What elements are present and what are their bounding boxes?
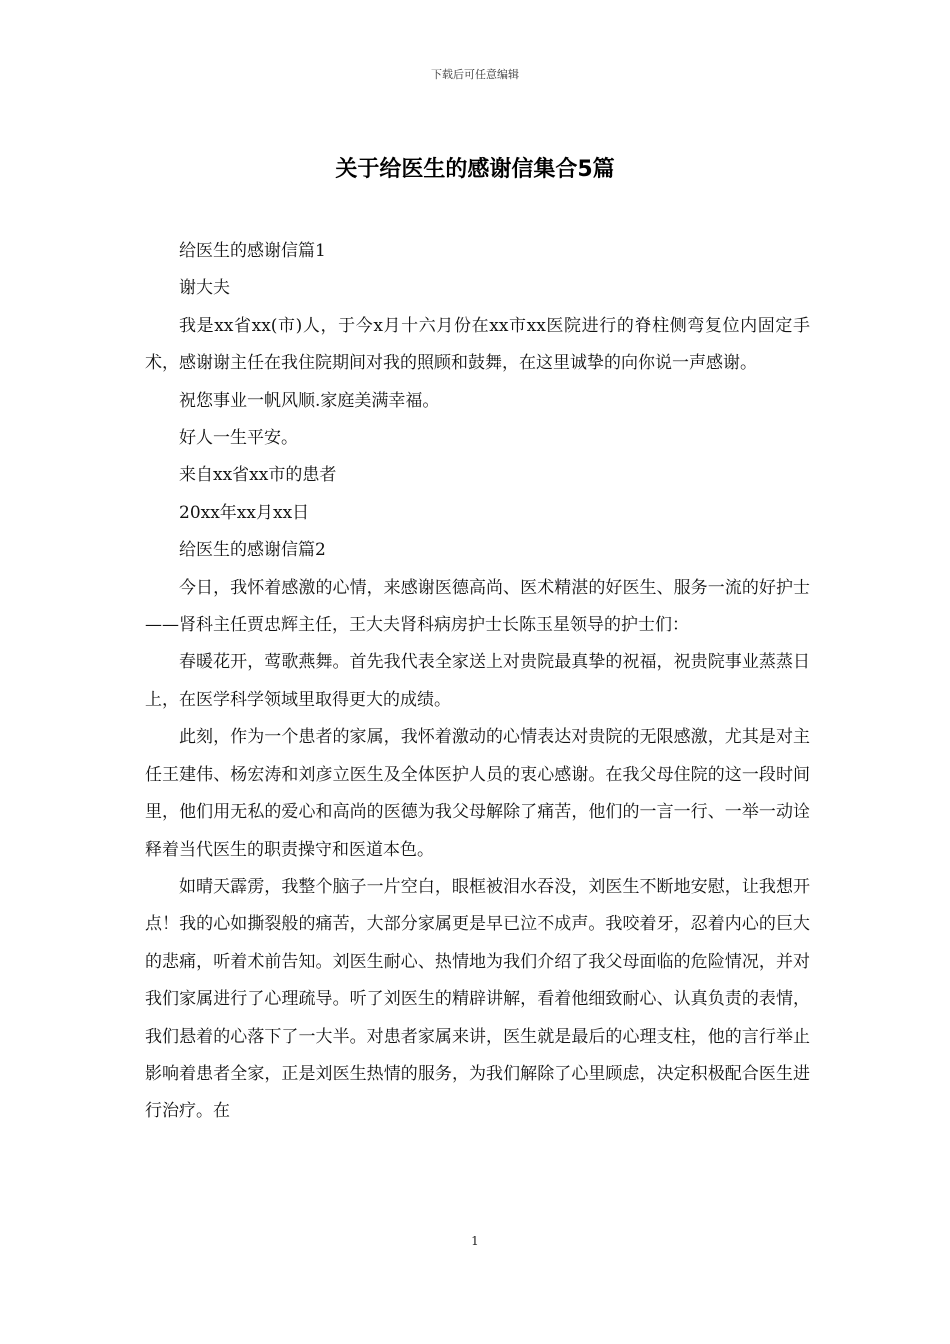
body-paragraph: 如晴天霹雳，我整个脑子一片空白，眼框被泪水吞没，刘医生不断地安慰，让我想开点！我的心如撕裂般的痛苦，大部分家属更是早已泣不成声。我咬着牙，忍着内心的巨大的悲痛，听着术前告知。刘医生耐心、热情地为我们介绍了我父母面临的危险情况，并对我们家属进行了心理疏导。听了刘医生的精辟讲解，看着他细致耐心、认真负责的表情，我们悬着的心落下了一大半。对患者家属来讲，医生就是最后的心理支柱，他的言行举止影响着患者全家，正是刘医生热情的服务，为我们解除了心里顾虑，决定积极配合医生进行治疗。在 bbox=[145, 876, 810, 1122]
page-number: 1 bbox=[471, 1234, 479, 1248]
document-body bbox=[145, 233, 810, 1131]
signature: 来自xx省xx市的患者 bbox=[179, 465, 337, 486]
body-paragraph: 此刻，作为一个患者的家属，我怀着激动的心情表达对贵院的无限感激，尤其是对主任王建伟、杨宏涛和刘彦立医生及全体医护人员的衷心感谢。在我父母住院的这一段时间里，他们用无私的爱心和高尚的医德为我父母解除了痛苦，他们的一言一行、一举一动诠释着当代医生的职责操守和医道本色。 bbox=[145, 727, 810, 860]
document-title: 关于给医生的感谢信集合5篇 bbox=[335, 157, 615, 182]
body-paragraph: 春暖花开，莺歌燕舞。首先我代表全家送上对贵院最真挚的祝福，祝贵院事业蒸蒸日上，在医学科学领域里取得更大的成绩。 bbox=[145, 652, 810, 710]
body-paragraph: 我是xx省xx(市)人，于今x月十六月份在xx市xx医院进行的脊柱侧弯复位内固定手术，感谢谢主任在我住院期间对我的照顾和鼓舞，在这里诚挚的向你说一声感谢。 bbox=[145, 315, 810, 374]
date-line: 20xx年xx月xx日 bbox=[179, 502, 310, 523]
body-paragraph: 今日，我怀着感激的心情，来感谢医德高尚、医术精湛的好医生、服务一流的好护士——肾科主任贾忠辉主任，王大夫肾科病房护士长陈玉星领导的护士们： bbox=[145, 577, 810, 636]
body-paragraph: 好人一生平安。 bbox=[179, 428, 298, 449]
section-heading-2: 给医生的感谢信篇2 bbox=[179, 540, 326, 561]
page-header: 下载后可任意编辑 bbox=[431, 68, 519, 81]
body-paragraph: 祝您事业一帆风顺.家庭美满幸福。 bbox=[179, 390, 440, 411]
salutation: 谢大夫 bbox=[179, 278, 230, 299]
section-heading-1: 给医生的感谢信篇1 bbox=[179, 241, 326, 261]
